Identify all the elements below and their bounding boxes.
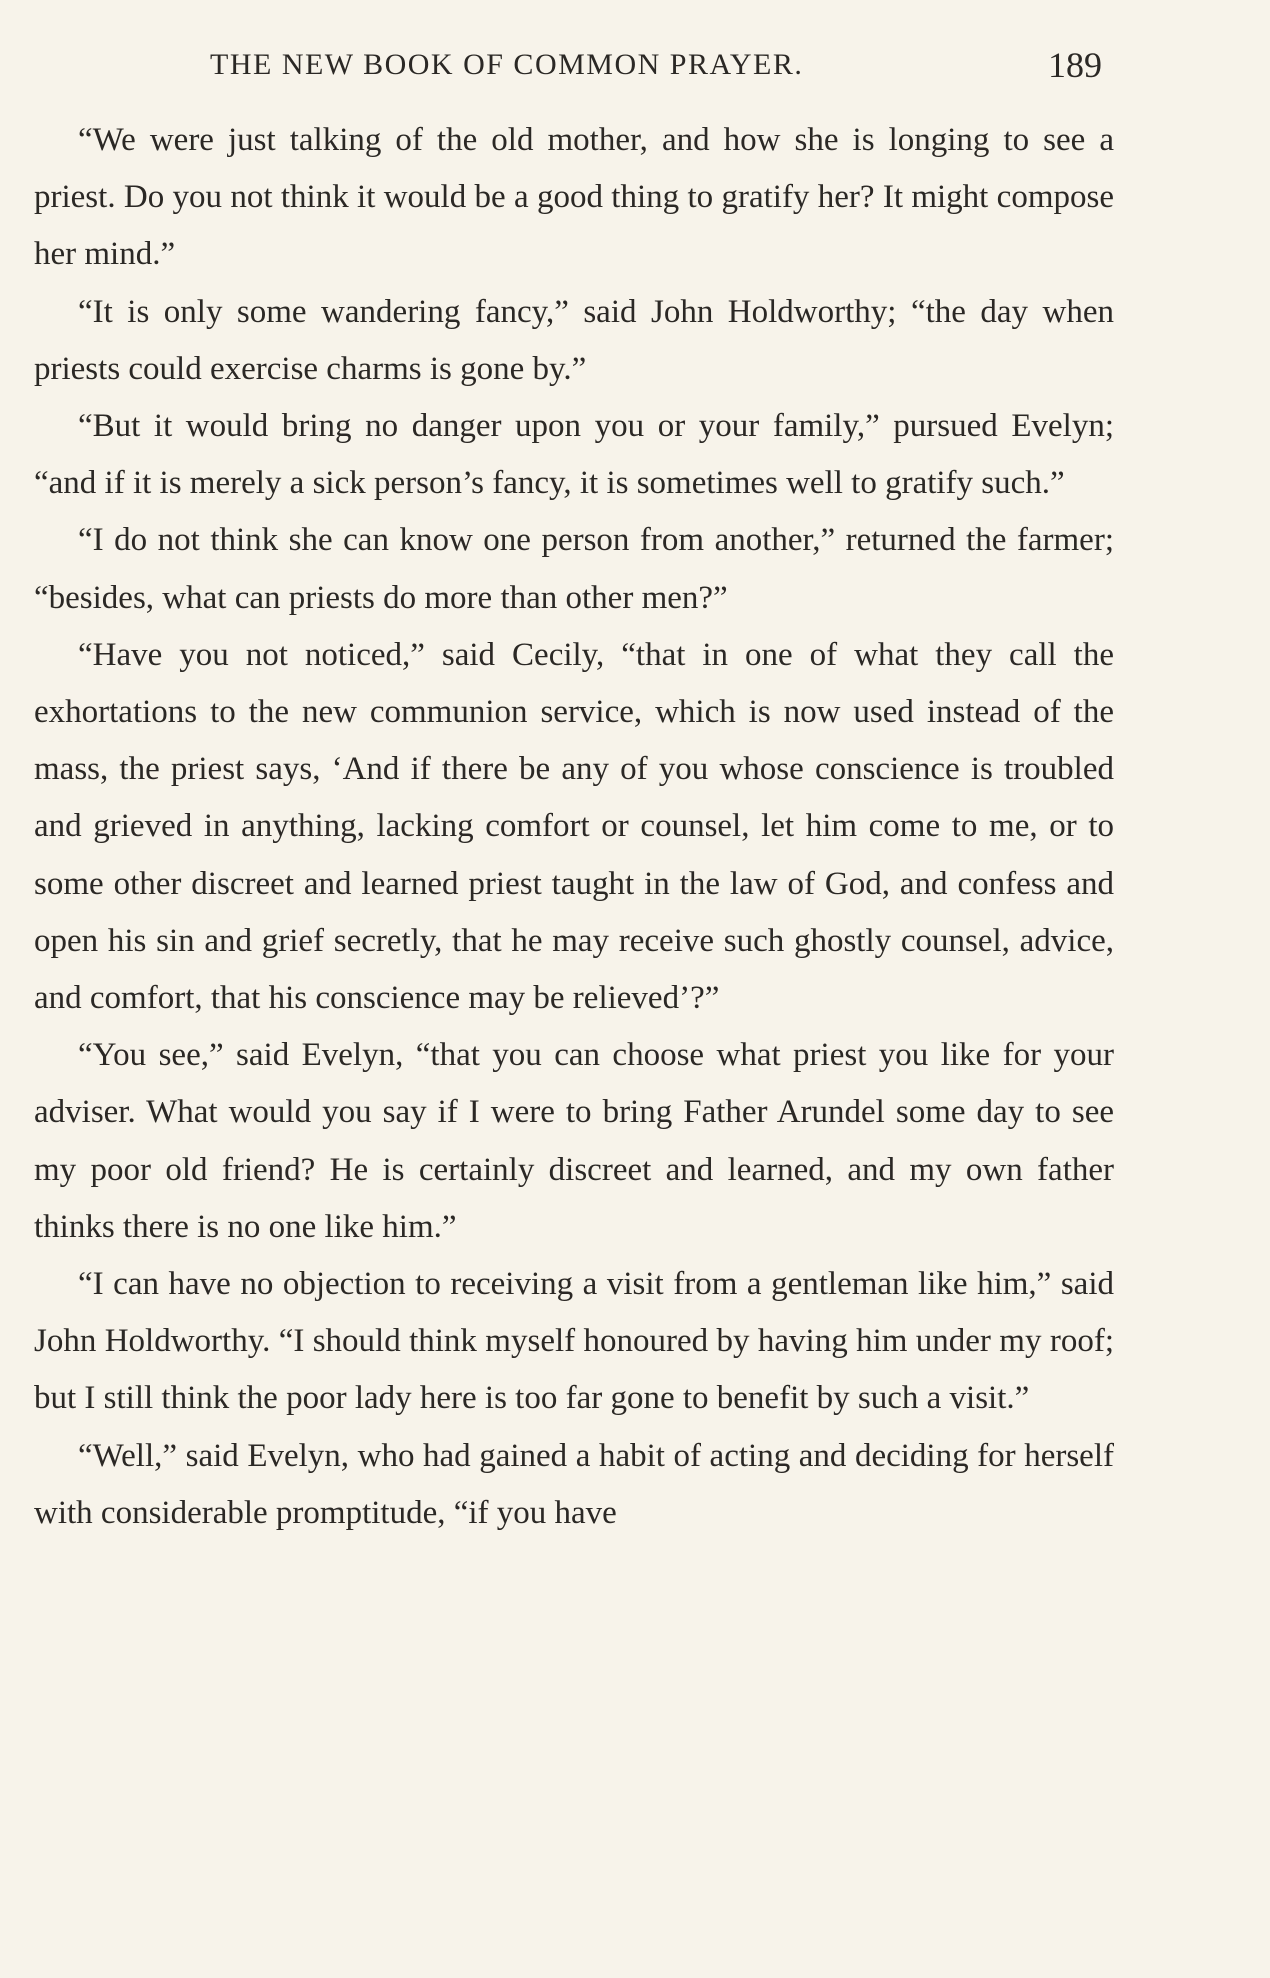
- page-number: 189: [1048, 45, 1102, 85]
- paragraph: “You see,” said Evelyn, “that you can choose what priest you like for your adviser. What would you say if I were to bring Father Arundel some day to see my poor old friend? He is certainly discreet and learned, and my own father thinks there is no one like him.”: [34, 1037, 1114, 1245]
- paragraph: “I do not think she can know one person from another,” returned the farmer; “besides, what can priests do more than other men?”: [34, 522, 1114, 616]
- paragraph: “But it would bring no danger upon you or your family,” pursued Evelyn; “and if it is merely a sick person’s fancy, it is sometimes well to gratify such.”: [34, 408, 1114, 502]
- running-head: THE NEW BOOK OF COMMON PRAYER.: [210, 48, 804, 81]
- paragraph: “We were just talking of the old mother, and how she is longing to see a priest. Do you not think it would be a good thing to gratify her? It might compose her mind.”: [34, 122, 1114, 273]
- paragraph: “Have you not noticed,” said Cecily, “that in one of what they call the exhortations to the new communion service, which is now used instead of the mass, the priest says, ‘And if there be any of you whose conscience is troubled and grieved in anything, lacking comfort or counsel, let him come to me, or to some other discreet and learned priest taught in the law of God, and confess and open his sin and grief secretly, that he may receive such ghostly counsel, advice, and comfort, that his conscience may be relieved’?”: [34, 636, 1114, 1017]
- page-header: [210, 40, 1102, 90]
- paragraph: “I can have no objection to receiving a visit from a gentleman like him,” said John Holdworthy. “I should think myself honoured by having him under my roof; but I still think the poor lady here is too far gone to benefit by such a visit.”: [34, 1266, 1114, 1417]
- body-text: [34, 112, 1114, 1542]
- paragraph: “It is only some wandering fancy,” said John Holdworthy; “the day when priests could exercise charms is gone by.”: [34, 293, 1114, 387]
- paragraph: “Well,” said Evelyn, who had gained a habit of acting and deciding for herself with considerable promptitude, “if you have: [34, 1437, 1114, 1531]
